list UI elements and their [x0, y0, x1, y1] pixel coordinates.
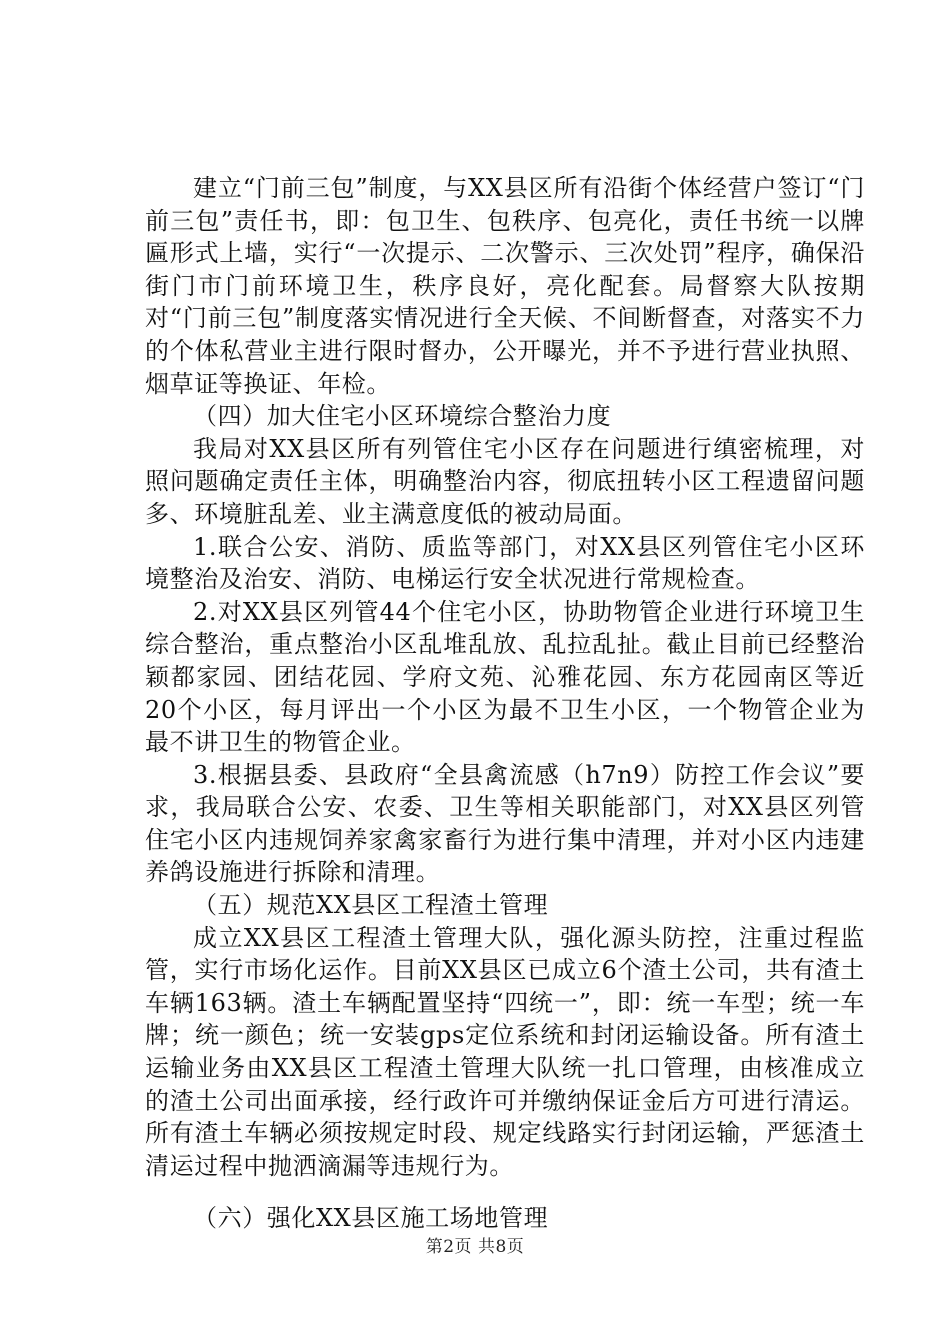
list-item-1: 1.联合公安、消防、质监等部门，对XX县区列管住宅小区环境整治及治安、消防、电梯运行安全状况进行常规检查。 [145, 532, 865, 594]
list-item-2: 2.对XX县区列管44个住宅小区，协助物管企业进行环境卫生综合整治，重点整治小区乱堆乱放、乱拉乱扯。截止目前已经整治颖都家园、团结花园、学府文苑、沁雅花园、东方花园南区等近20个小区，每月评出一个小区为最不卫生小区，一个物管企业为最不讲卫生的物管企业。 [145, 597, 865, 757]
paragraph-door-three-guarantees: 建立“门前三包”制度，与XX县区所有沿街个体经营户签订“门前三包”责任书，即：包卫生、包秩序、包亮化，责任书统一以牌匾形式上墙，实行“一次提示、二次警示、三次处罚”程序，确保沿街门市门前环境卫生，秩序良好，亮化配套。局督察大队按期对“门前三包”制度落实情况进行全天候、不间断督查，对落实不力的个体私营业主进行限时督办，公开曝光，并不予进行营业执照、烟草证等换证、年检。 [145, 174, 865, 398]
paragraph-gap [145, 1182, 865, 1202]
page-number: 第2页 共8页 [425, 1237, 525, 1257]
list-item-3: 3.根据县委、县政府“全县禽流感（h7n9）防控工作会议”要求，我局联合公安、农委、卫生等相关职能部门，对XX县区列管住宅小区内违规饲养家禽家畜行为进行集中清理，并对小区内违建养鸽设施进行拆除和清理。 [145, 760, 865, 887]
paragraph-residential-review: 我局对XX县区所有列管住宅小区存在问题进行缜密梳理，对照问题确定责任主体，明确整治内容，彻底扭转小区工程遗留问题多、环境脏乱差、业主满意度低的被动局面。 [145, 434, 865, 528]
paragraph-muck-management: 成立XX县区工程渣土管理大队，强化源头防控，注重过程监管，实行市场化运作。目前XX县区已成立6个渣土公司，共有渣土车辆163辆。渣土车辆配置坚持“四统一”，即：统一车型；统一车牌；统一颜色；统一安装gps定位系统和封闭运输设备。所有渣土运输业务由XX县区工程渣土管理大队统一扎口管理，由核准成立的渣土公司出面承接，经行政许可并缴纳保证金后方可进行清运。所有渣土车辆必须按规定时段、规定线路实行封闭运输，严惩渣土清运过程中抛洒滴漏等违规行为。 [145, 923, 865, 1180]
section-heading-6: （六）强化XX县区施工场地管理 [193, 1204, 549, 1233]
document-body [145, 172, 865, 1235]
section-heading-4: （四）加大住宅小区环境综合整治力度 [193, 402, 612, 431]
section-heading-5: （五）规范XX县区工程渣土管理 [193, 891, 549, 920]
